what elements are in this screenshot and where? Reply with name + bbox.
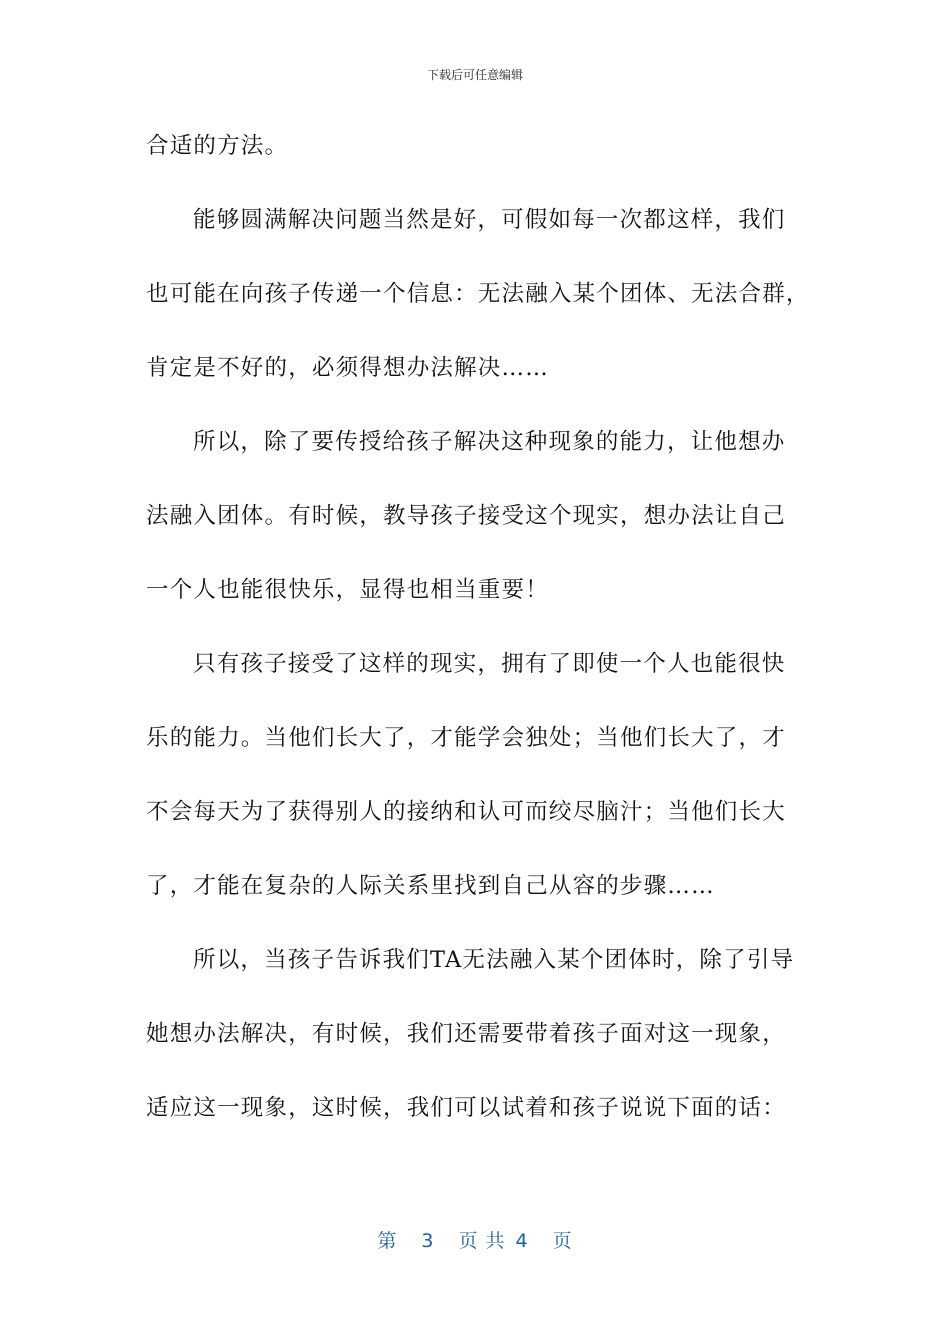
text-line: 所以，当孩子告诉我们TA无法融入某个团体时，除了引导 — [193, 947, 795, 973]
text-line: 也可能在向孩子传递一个信息：无法融入某个团体、无法合群， — [146, 281, 810, 307]
text-line: 能够圆满解决问题当然是好，可假如每一次都这样，我们 — [193, 207, 786, 233]
text-line: 她想办法解决，有时候，我们还需要带着孩子面对这一现象， — [146, 1021, 786, 1047]
document-body — [146, 122, 810, 1158]
footer-suffix: 页 — [552, 1230, 573, 1252]
text-line: 法融入团体。有时候，教导孩子接受这个现实，想办法让自己 — [146, 503, 786, 529]
text-line: 合适的方法。 — [146, 133, 289, 159]
text-line: 肯定是不好的，必须得想办法解决…… — [146, 355, 549, 381]
page-footer — [0, 1226, 950, 1253]
text-line: 只有孩子接受了这样的现实，拥有了即使一个人也能很快 — [193, 651, 786, 677]
text-line: 一个人也能很快乐，显得也相当重要！ — [146, 577, 549, 603]
footer-prefix: 第 — [377, 1230, 398, 1252]
text-line: 乐的能力。当他们长大了，才能学会独处；当他们长大了，才 — [146, 725, 786, 751]
text-line: 了，才能在复杂的人际关系里找到自己从容的步骤…… — [146, 873, 715, 899]
text-line: 适应这一现象，这时候，我们可以试着和孩子说说下面的话： — [146, 1095, 786, 1121]
footer-total-pages: 4 — [515, 1230, 529, 1252]
text-line: 所以，除了要传授给孩子解决这种现象的能力，让他想办 — [193, 429, 786, 455]
footer-middle: 页 共 — [458, 1230, 506, 1252]
text-line: 不会每天为了获得别人的接纳和认可而绞尽脑汁；当他们长大 — [146, 799, 786, 825]
page-header: 下载后可任意编辑 — [426, 68, 523, 82]
footer-current-page: 3 — [421, 1230, 435, 1252]
